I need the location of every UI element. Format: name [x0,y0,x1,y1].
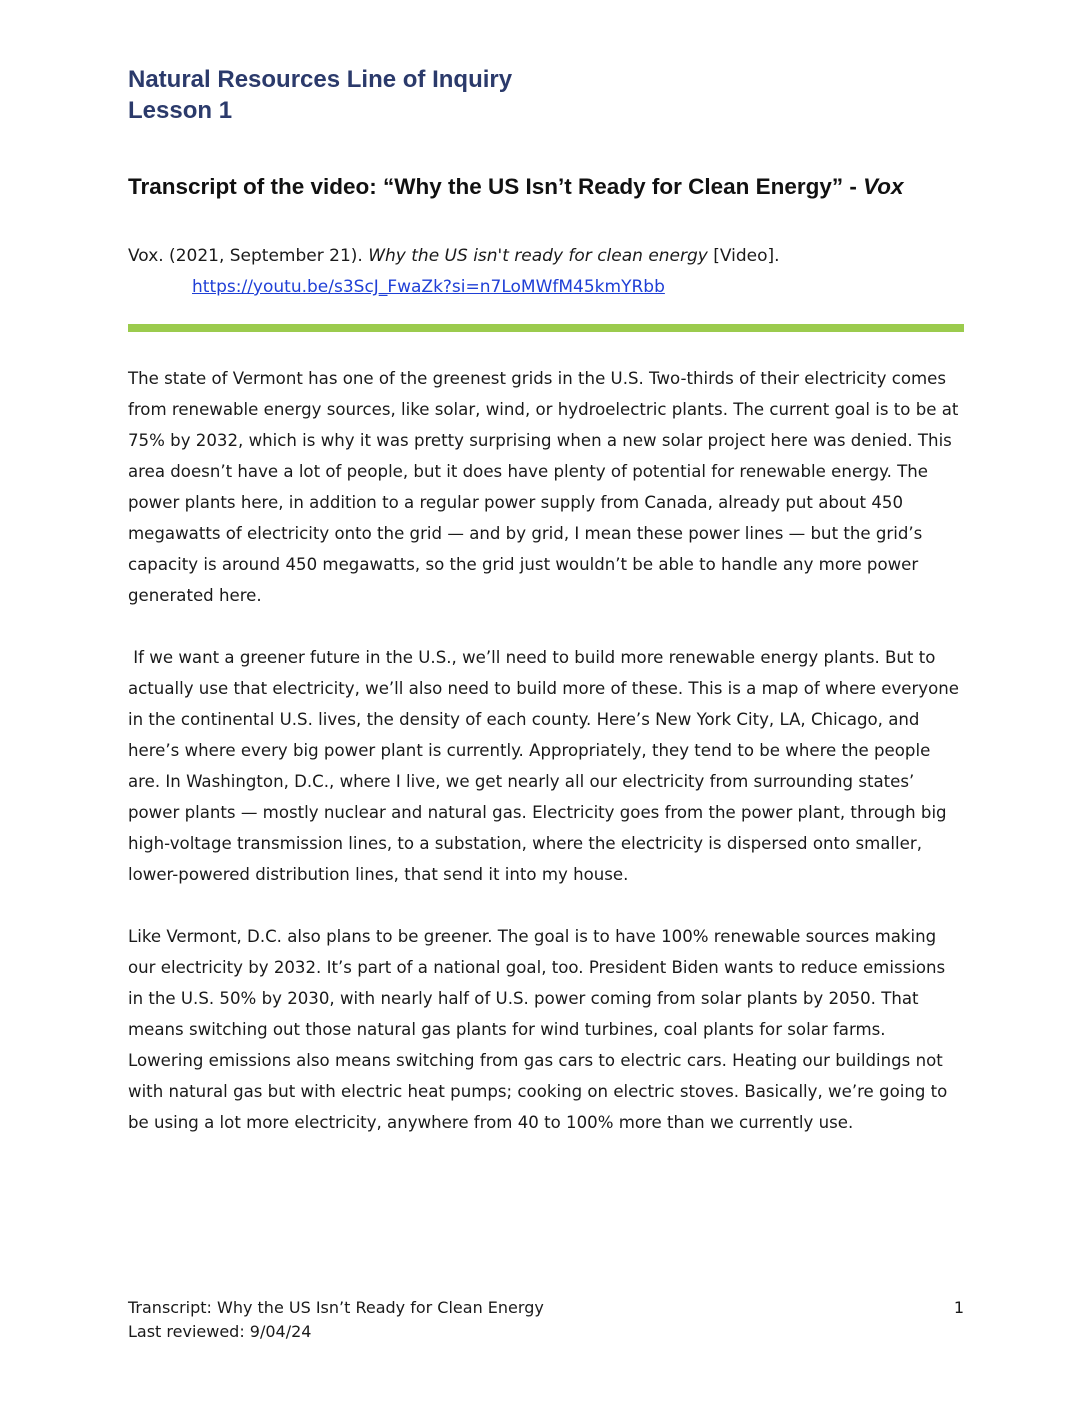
document-title [128,174,904,200]
title-main: Transcript of the video: “Why the US Isn’t Ready for Clean Energy” - [128,174,864,199]
divider-rule [128,324,964,332]
lesson-header [128,64,512,126]
page-footer [128,1296,964,1344]
footer-reviewed-date: Last reviewed: 9/04/24 [128,1322,312,1341]
citation-suffix: [Video]. [707,246,780,266]
citation-prefix: Vox. (2021, September 21). [128,246,369,266]
header-line-1: Natural Resources Line of Inquiry [128,66,513,93]
citation-work-title: Why the US isn't ready for clean energy [368,246,708,266]
page-number: 1 [953,1298,964,1317]
paragraph-1: The state of Vermont has one of the greenest grids in the U.S. Two-thirds of their electricity comes from renewable energy sources, like solar, wind, or hydroelectric plants. The current goal is to be at 75% by 2032, which is why it was pretty surprising when a new solar project here was denied. This area doesn’t have a lot of people, but it does have plenty of potential for renewable energy. The power plants here, in addition to a regular power supply from Canada, already put about 450 megawatts of electricity onto the grid — and by grid, I mean these power lines — but the grid’s capacity is around 450 megawatts, so the grid just wouldn’t be able to handle any more power generated here. [128,369,959,605]
header-line-2: Lesson 1 [128,97,233,124]
citation [128,241,964,303]
footer-title: Transcript: Why the US Isn’t Ready for Clean Energy [128,1298,544,1317]
transcript-body [128,363,964,1169]
video-link[interactable]: https://youtu.be/s3ScJ_FwaZk?si=n7LoMWfM45kmYRbb [192,277,665,297]
paragraph-2: If we want a greener future in the U.S., we’ll need to build more renewable energy plants. But to actually use that electricity, we’ll also need to build more of these. This is a map of where everyone in the continental U.S. lives, the density of each county. Here’s New York City, LA, Chicago, and here’s where every big power plant is currently. Appropriately, they tend to be where the people are. In Washington, D.C., where I live, we get nearly all our electricity from surrounding states’ power plants — mostly nuclear and natural gas. Electricity goes from the power plant, through big high-voltage transmission lines, to a substation, where the electricity is dispersed onto smaller, lower-powered distribution lines, that send it into my house. [128,648,965,884]
paragraph-3: Like Vermont, D.C. also plans to be greener. The goal is to have 100% renewable sources making our electricity by 2032. It’s part of a national goal, too. President Biden wants to reduce emissions in the U.S. 50% by 2030, with nearly half of U.S. power coming from solar plants by 2050. That means switching out those natural gas plants for wind turbines, coal plants for solar farms. Lowering emissions also means switching from gas cars to electric cars. Heating our buildings not with natural gas but with electric heat pumps; cooking on electric stoves. Basically, we’re going to be using a lot more electricity, anywhere from 40 to 100% more than we currently use. [128,927,948,1132]
title-source: Vox [863,174,904,199]
